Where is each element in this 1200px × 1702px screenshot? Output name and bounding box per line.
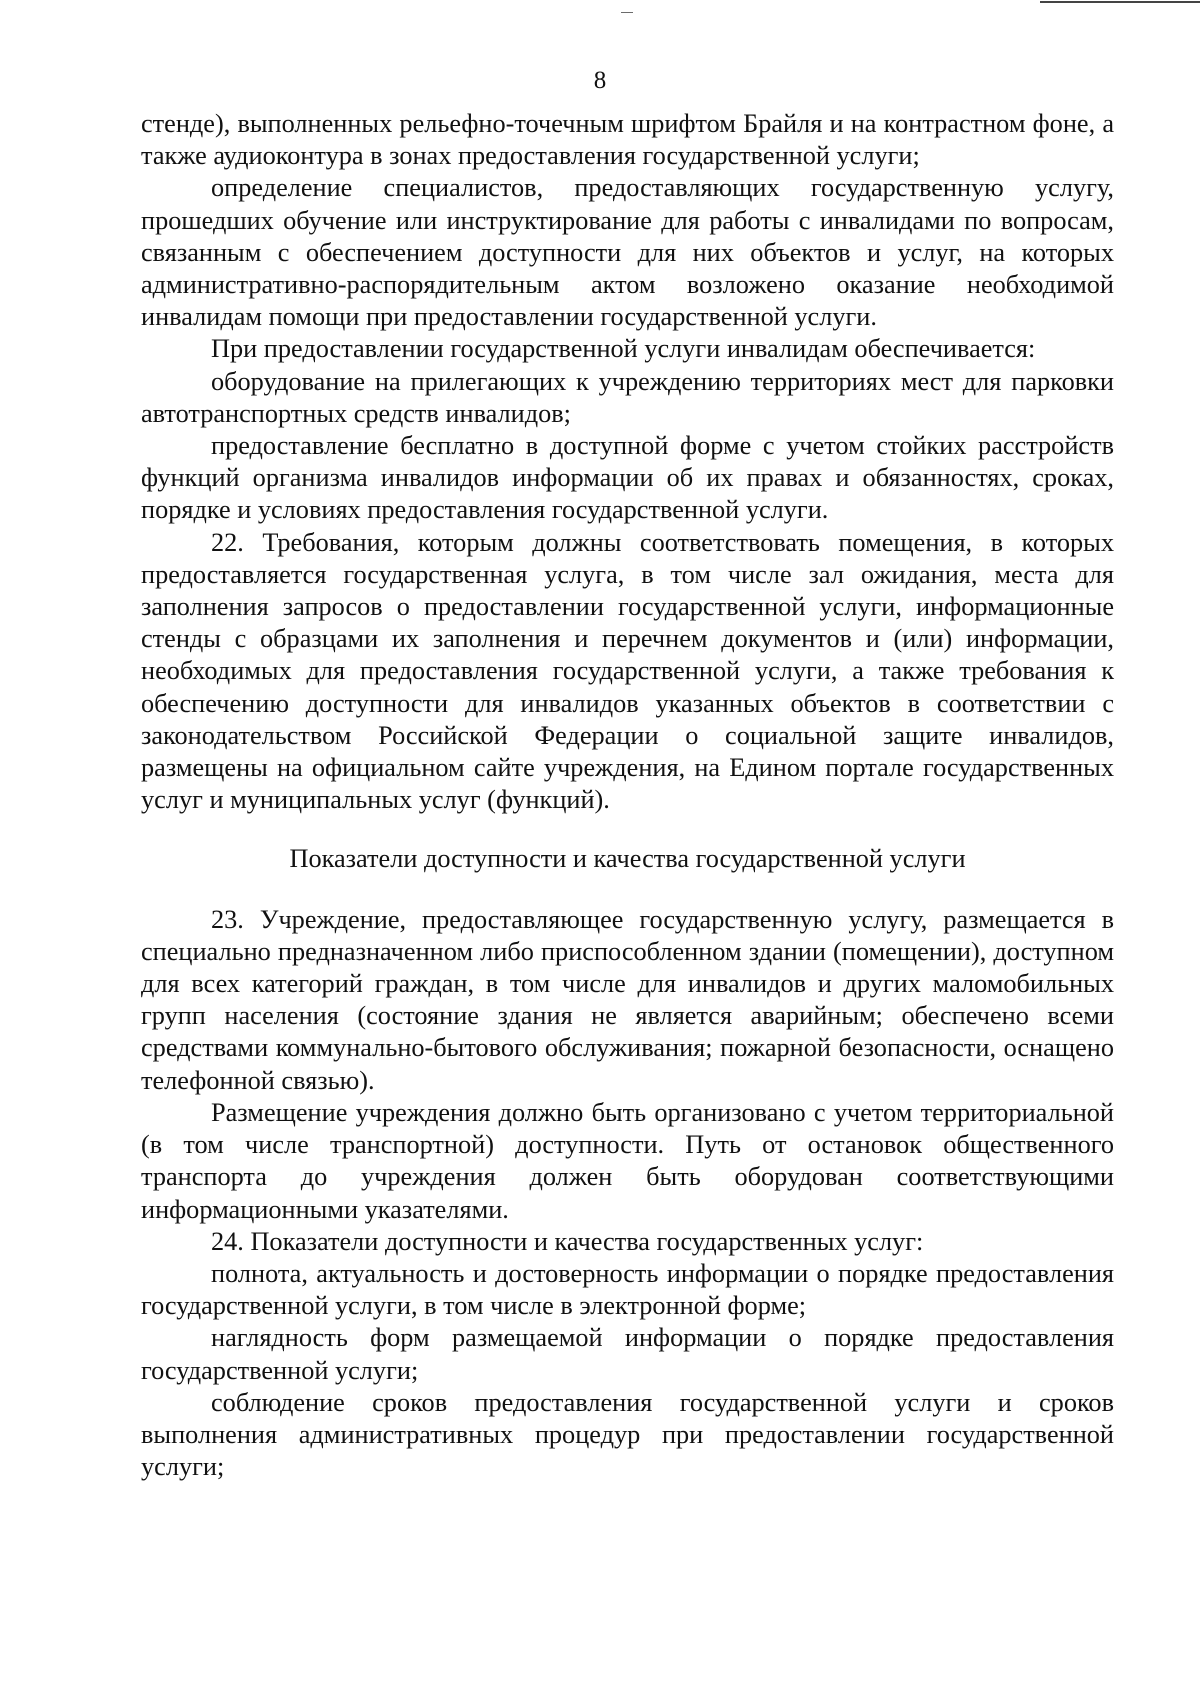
scan-dash-mark [621,12,633,13]
paragraph: наглядность форм размещаемой информации о порядке предоставления государственной услуги; [141,1323,1114,1385]
paragraph: определение специалистов, предоставляющих государственную услугу, прошедших обучение или инструктирование для работы с инвалидами по вопросам, связанным с обеспечением доступности для них объектов и услуг, на которых административно-распорядительным актом возложено оказание необходимой инвалидам помощи при предоставлении государственной услуги. [141,173,1114,332]
paragraph: Размещение учреждения должно быть организовано с учетом территориальной (в том числе транспортной) доступности. Путь от остановок общественного транспорта до учреждения должен быть оборудован соответствующими информационными указателями. [141,1097,1114,1224]
paragraph: оборудование на прилегающих к учреждению территориях мест для парковки автотранспортных средств инвалидов; [141,366,1114,428]
paragraph: стенде), выполненных рельефно-точечным шрифтом Брайля и на контрастном фоне, а также аудиоконтура в зонах предоставления государственной услуги; [141,109,1114,171]
paragraph: полнота, актуальность и достоверность информации о порядке предоставления государственной услуги, в том числе в электронной форме; [141,1258,1114,1321]
paragraph: 24. Показатели доступности и качества государственных услуг: [211,1226,924,1256]
page-number: 8 [593,67,607,94]
document-body [141,108,1114,1483]
section-heading: Показатели доступности и качества государственной услуги [289,844,966,874]
paragraph: соблюдение сроков предоставления государственной услуги и сроков выполнения административных процедур при предоставлении государственной услуги; [141,1387,1114,1482]
paragraph: 22. Требования, которым должны соответствовать помещения, в которых предоставляется государственная услуга, в том числе зал ожидания, места для заполнения запросов о предоставлении государственной услуги, информационные стенды с образцами их заполнения и перечнем документов и (или) информации, необходимых для предоставления государственной услуги, а также требования к обеспечению доступности для инвалидов указанных объектов в соответствии с законодательством Российской Федерации о социальной защите инвалидов, размещены на официальном сайте учреждения, на Едином портале государственных услуг и муниципальных услуг (функций). [141,527,1114,815]
paragraph: 23. Учреждение, предоставляющее государственную услугу, размещается в специально предназначенном либо приспособленном здании (помещении), доступном для всех категорий граждан, в том числе для инвалидов и других маломобильных групп населения (состояние здания не является аварийным; обеспечено всеми средствами коммунально-бытового обслуживания; пожарной безопасности, оснащено телефонной связью). [141,904,1114,1095]
scan-edge-mark [1040,1,1200,3]
paragraph: предоставление бесплатно в доступной форме с учетом стойких расстройств функций организма инвалидов информации об их правах и обязанностях, сроках, порядке и условиях предоставления государственной услуги. [141,431,1114,525]
paragraph: При предоставлении государственной услуги инвалидам обеспечивается: [211,334,1036,364]
